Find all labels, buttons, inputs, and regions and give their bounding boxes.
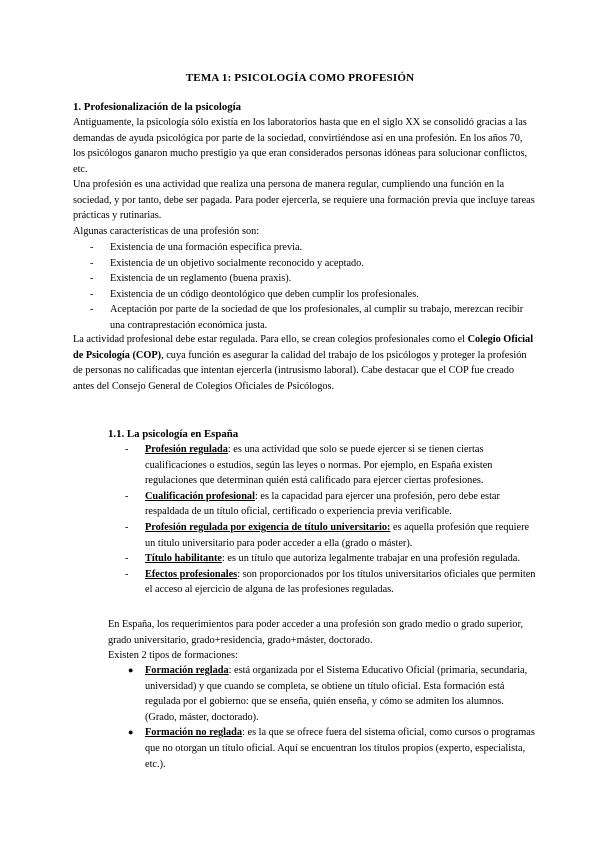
regulation-text-a: La actividad profesional debe estar regulada. Para ello, se crean colegios profesionales como el [73,334,468,345]
document-title: TEMA 1: PSICOLOGÍA COMO PROFESIÓN [185,72,415,84]
list-item: - Existencia de un código deontológico que deben cumplir los profesionales. [73,287,535,303]
paragraph-training-intro: Existen 2 tipos de formaciones: [108,650,238,661]
definitions-list [108,442,538,598]
list-item [108,442,538,489]
regulation-text-b: , cuya función es asegurar la calidad del trabajo de los psicólogos y proteger la profesión de personas no calificadas que intentan ejercerla (intrusismo laboral). Cabe destacar que el COP fue creado antes del Consejo General de Colegios Oficiales de Psicólogos. [73,349,527,392]
term-label: Efectos profesionales [145,568,238,580]
term-label: Título habilitante [145,553,222,565]
list-item: - Existencia de un objetivo socialmente reconocido y aceptado. [73,256,535,272]
cop-term: Colegio Oficial de Psicología (COP) [73,334,534,361]
characteristics-list [73,240,535,334]
term-definition: : son proporcionados por los títulos universitarios oficiales que permiten el acceso al ejercicio de alguna de las profesiones reguladas. [145,568,536,596]
term-label: Formación no reglada [145,727,243,739]
paragraph-definition: Una profesión es una actividad que realiza una persona de manera regular, cumpliendo una función en la sociedad, y por tanto, debe ser pagada. Para poder ejercerla, se requiere una formación previa que incluye tareas prácticas y rutinarias. [73,179,535,222]
term-definition: : es la que se ofrece fuera del sistema oficial, como cursos o programas que no otorgan un título oficial. Aquí se encuentran los títulos propios (experto, especialista, etc.). [145,727,535,770]
training-list [108,663,538,772]
section-1-1-heading: 1.1. La psicología en España [108,428,239,440]
list-item: - Aceptación por parte de la sociedad de que los profesionales, al cumplir su trabajo, merezcan recibir una contraprestación económica justa. [73,302,535,333]
term-definition: : es la capacidad para ejercer una profesión, pero debe estar respaldada de un título oficial, certificado o experiencia previa verificable. [145,490,500,518]
term-definition: : es un título que autoriza legalmente trabajar en una profesión regulada. [221,553,520,565]
list-item [108,725,538,772]
term-label: Profesión regulada por exigencia de título universitario: [145,521,391,533]
paragraph-regulation [73,332,535,394]
list-item [108,551,538,567]
term-definition: : está organizada por el Sistema Educativo Oficial (primaria, secundaria, universidad) y que cuando se completa, se obtiene un título oficial. Esta formación está regulada por el gobierno: que se enseña, quién enseña, y cómo se admiten los alumnos. (Grado, máster, doctorado). [145,665,528,723]
list-item: - Existencia de un reglamento (buena praxis). [73,271,535,287]
list-item [108,520,538,551]
term-label: Profesión regulada [145,444,228,455]
term-label: Cualificación profesional [145,490,255,502]
paragraph-requirements: En España, los requerimientos para poder acceder a una profesión son grado medio o grado superior, grado universitario, grado+residencia, grado+máster, doctorado. [108,619,524,646]
list-item: - Existencia de una formación específica previa. [73,240,535,256]
term-label: Formación reglada [145,665,229,676]
section-1-heading: 1. Profesionalización de la psicología [73,101,242,113]
paragraph-history: Antiguamente, la psicología sólo existía en los laboratorios hasta que en el siglo XX se consolidó gracias a las demandas de ayuda psicológica por parte de la sociedad, convirtiéndose así en una profesión. En los años 70, los psicólogos ganaron mucho prestigio ya que eran considerados personas idóneas para solucionar conflictos, etc. [73,117,528,175]
term-definition: es aquella profesión que requiere un título universitario para poder acceder a ella (grado o máster). [145,521,530,549]
paragraph-characteristics-intro: Algunas características de una profesión son: [73,226,260,237]
list-item [108,567,538,598]
list-item [108,489,538,520]
list-item [108,663,538,725]
term-definition: : es una actividad que solo se puede ejercer si se tienen ciertas cualificaciones o estudios, según las leyes o normas. Por ejemplo, en España existen regulaciones que determinan quién está calificado para ejercer ciertas profesiones. [145,444,493,487]
